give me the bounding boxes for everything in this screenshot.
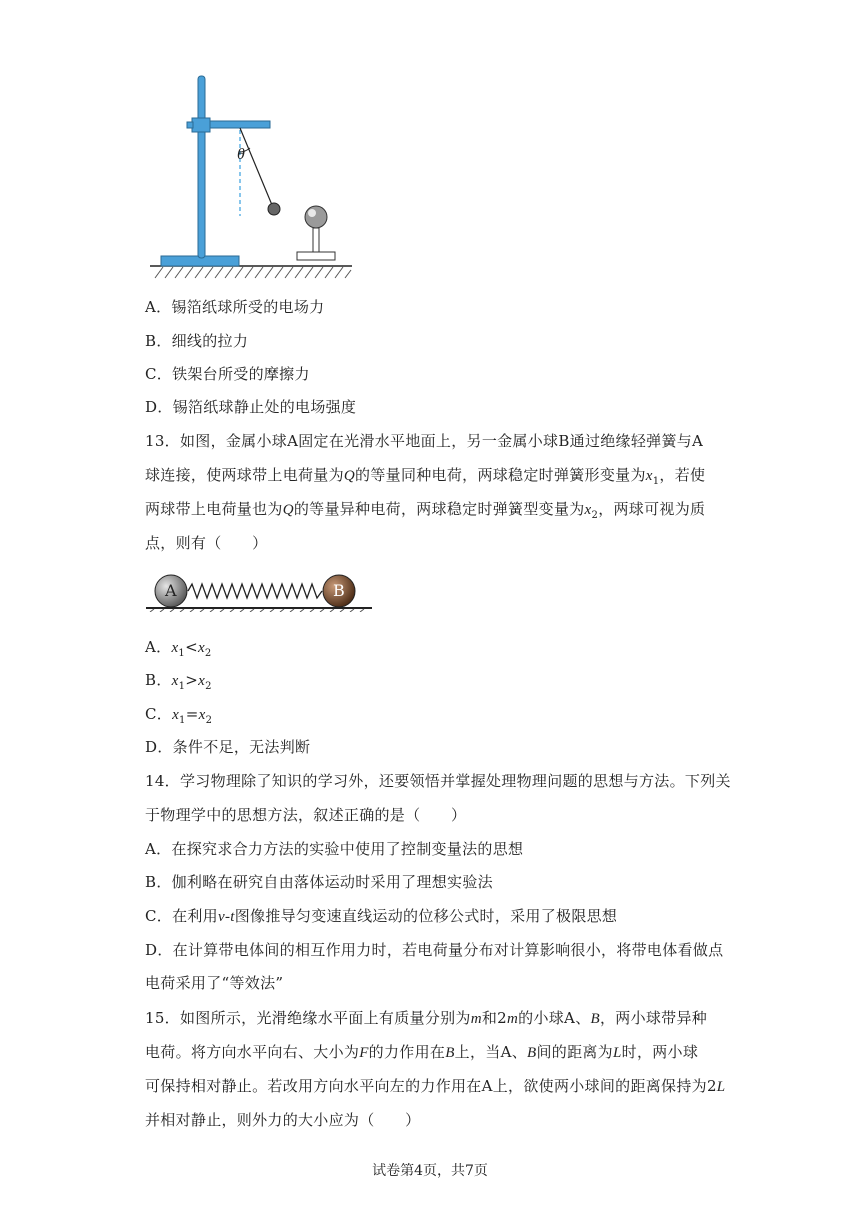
q14-option-a: A．在探究求合力方法的实验中使用了控制变量法的思想 bbox=[145, 840, 524, 858]
q12-option-c: C．铁架台所受的摩擦力 bbox=[145, 365, 310, 383]
page-footer: 试卷第4页，共7页 bbox=[372, 1163, 488, 1179]
q12-option-b: B．细线的拉力 bbox=[145, 332, 249, 350]
q14-option-d-line2: 电荷采用了“等效法” bbox=[145, 974, 284, 992]
q15-stem-line4: 并相对静止，则外力的大小应为（ ） bbox=[145, 1111, 421, 1129]
q14-option-d-line1: D．在计算带电体间的相互作用力时，若电荷量分布对计算影响很小，将带电体看做点 bbox=[145, 941, 724, 959]
q13-stem-line1: 13．如图，金属小球A固定在光滑水平地面上，另一金属小球B通过绝缘轻弹簧与A bbox=[145, 432, 704, 450]
q13-option-c: C．$x_1=x_2$ bbox=[145, 705, 213, 726]
q13-option-d: D．条件不足，无法判断 bbox=[145, 738, 311, 756]
q14-option-b: B．伽利略在研究自由落体运动时采用了理想实验法 bbox=[145, 873, 493, 891]
q14-option-c: C．在利用v-t图像推导匀变速直线运动的位移公式时，采用了极限思想 bbox=[145, 907, 618, 925]
q15-stem-line2: 电荷。将方向水平向右、大小为F的力作用在B上，当A、B间的距离为L时，两小球 bbox=[145, 1043, 699, 1061]
q15-stem-line1: 15．如图所示，光滑绝缘水平面上有质量分别为m和2m的小球A、B，两小球带异种 bbox=[145, 1009, 708, 1027]
q14-stem-line2: 于物理学中的思想方法，叙述正确的是（ ） bbox=[145, 806, 467, 824]
q13-stem-line2: 球连接，使两球带上电荷量为Q的等量同种电荷，两球稳定时弹簧形变量为$x_1$，若使 bbox=[145, 466, 706, 487]
q13-option-b: B．$x_1>x_2$ bbox=[145, 671, 212, 692]
spring-balls-figure bbox=[0, 572, 860, 612]
q13-option-a: A．$x_1<x_2$ bbox=[145, 638, 212, 659]
ball-a-label: A bbox=[165, 581, 177, 600]
q12-option-a: A．锡箔纸球所受的电场力 bbox=[145, 298, 325, 316]
iron-stand-figure bbox=[0, 0, 860, 290]
q15-stem-line3: 可保持相对静止。若改用方向水平向左的力作用在A上，欲使两小球间的距离保持为2L bbox=[145, 1077, 726, 1095]
theta-label: θ bbox=[237, 146, 245, 163]
q12-option-d: D．锡箔纸球静止处的电场强度 bbox=[145, 398, 357, 416]
ball-b-label: B bbox=[333, 581, 345, 600]
q14-stem-line1: 14．学习物理除了知识的学习外，还要领悟并掌握处理物理问题的思想与方法。下列关 bbox=[145, 772, 731, 790]
q13-stem-line3: 两球带上电荷量也为Q的等量异种电荷，两球稳定时弹簧型变量为$x_2$，两球可视为质 bbox=[145, 500, 706, 521]
q13-stem-line4: 点，则有（ ） bbox=[145, 534, 268, 552]
